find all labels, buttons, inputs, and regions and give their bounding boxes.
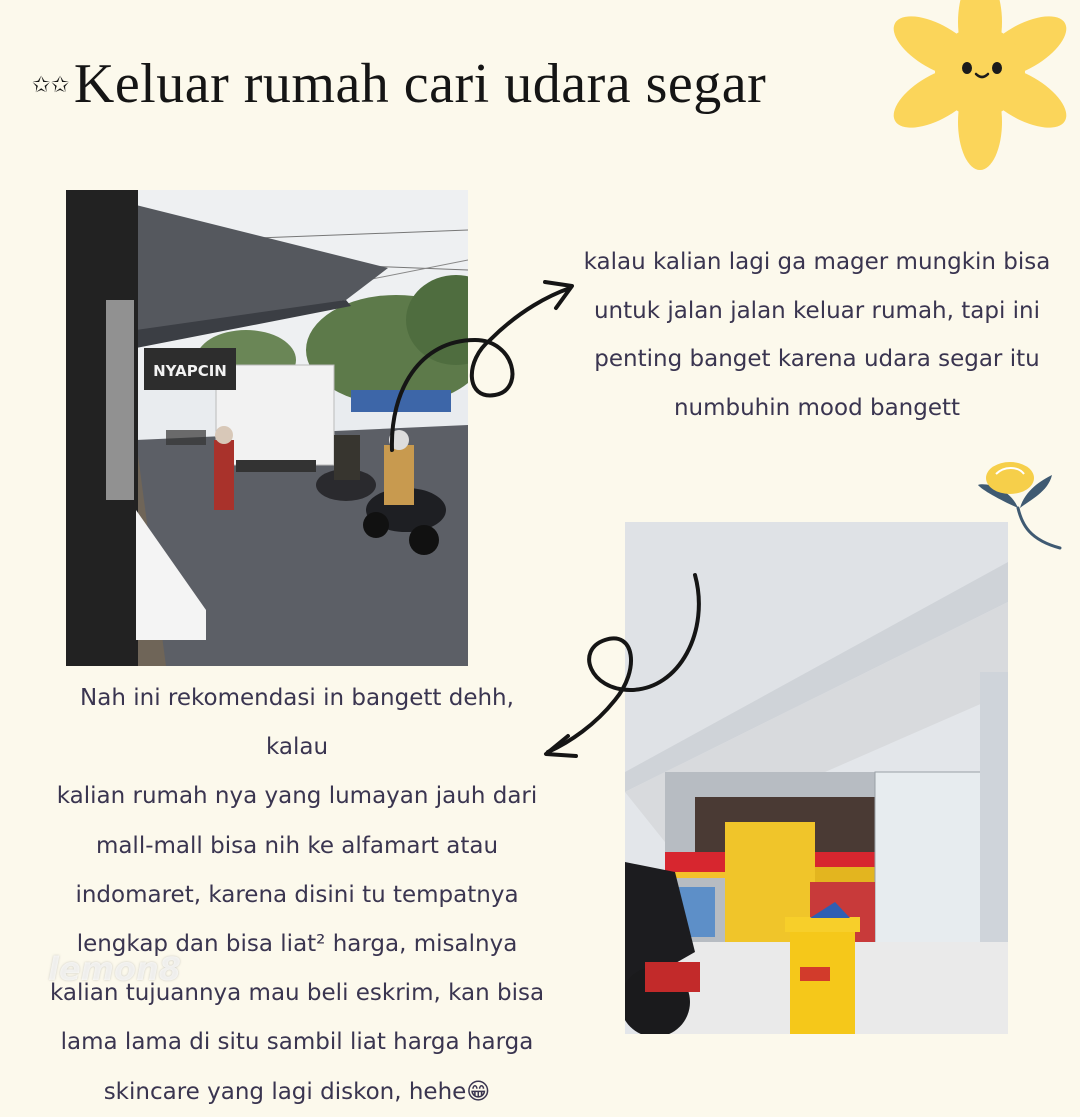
recommendation-text [48, 674, 546, 1117]
recommendation-text-line: indomaret, karena disini tu tempatnya [75, 881, 519, 908]
intro-text-line: kalau kalian lagi ga mager mungkin bisa [583, 249, 1051, 275]
intro-text-line: untuk jalan jalan keluar rumah, tapi ini [593, 297, 1041, 324]
stars-icon: ✩✩ [32, 72, 70, 98]
page-title [32, 52, 766, 116]
loop-arrow-icon [530, 570, 720, 770]
recommendation-text-line: lama lama di situ sambil liat harga harga [60, 1029, 534, 1056]
smiling-sun-icon [880, 0, 1080, 192]
intro-text-line: numbuhin mood bangett [673, 394, 961, 421]
intro-text [582, 238, 1052, 432]
lemon8-watermark: lemon8 [48, 950, 182, 988]
recommendation-text-line: lengkap dan bisa liat² harga, misalnya [76, 931, 518, 958]
loop-arrow-icon [380, 270, 590, 460]
recommendation-text-line: kalian tujuannya mau beli eskrim, kan bisa [49, 980, 545, 1007]
recommendation-text-line: kalian rumah nya yang lumayan jauh dari [56, 783, 538, 810]
page-title-text: Keluar rumah cari udara segar [73, 53, 767, 115]
recommendation-text-line: skincare yang lagi diskon, hehe😁 [103, 1078, 491, 1105]
recommendation-text-line: Nah ini rekomendasi in bangett dehh, kalau [80, 685, 514, 761]
intro-text-line: penting banget karena udara segar itu [594, 346, 1040, 372]
recommendation-text-line: mall-mall bisa nih ke alfamart atau [95, 832, 499, 859]
shelter-sign-text: NYAPCIN [153, 362, 227, 380]
